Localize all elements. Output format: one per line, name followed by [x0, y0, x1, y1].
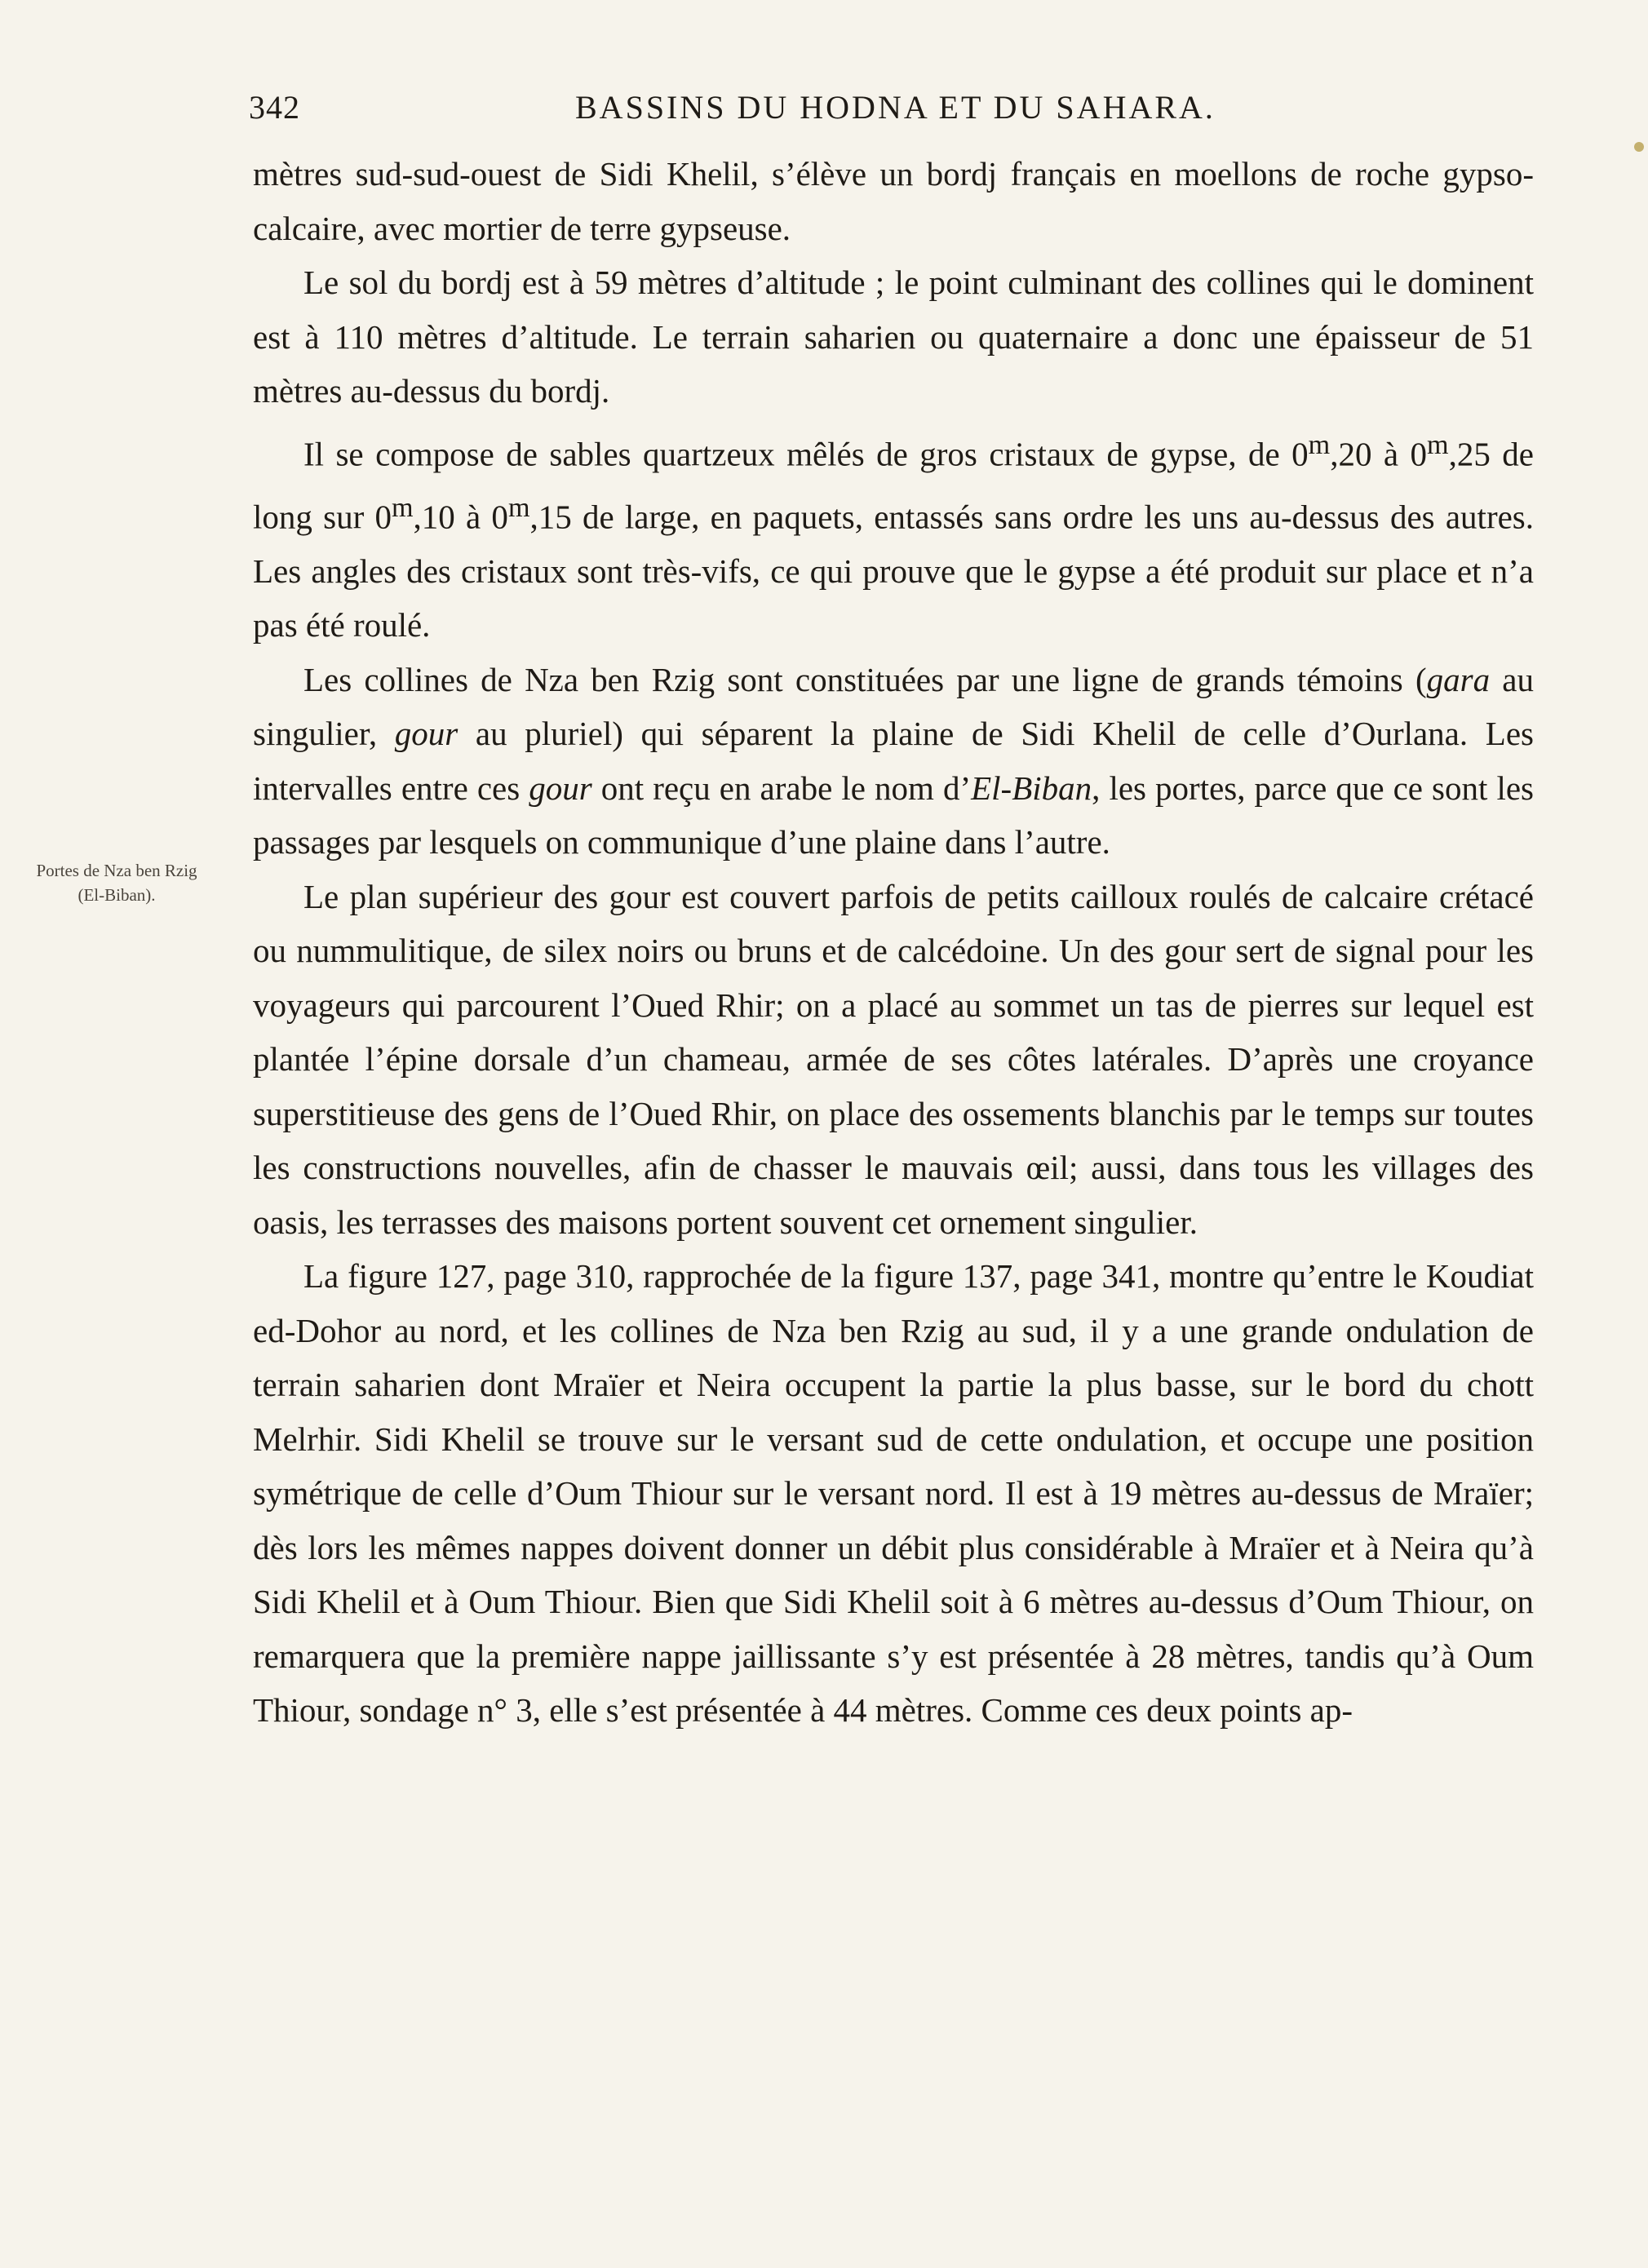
text-run: au pluriel) qui séparent la plaine de Sidi Khelil de celle d’Ourlana. Les intervalles entre ces	[253, 715, 1534, 807]
margin-note-line: Portes de Nza ben Rzig	[36, 861, 197, 880]
text-run: , les portes, parce que ce sont les passages par lesquels on communique d’une plaine dans l’autre.	[253, 769, 1534, 862]
text-run: ,10 à 0	[413, 498, 508, 536]
margin-note-line: (El-Biban).	[78, 885, 156, 905]
text-run: ,15 de large, en paquets, entassés sans ordre les uns au-dessus des autres. Les angles des cristaux sont très-vifs, ce qui prouve que le gypse a été produit sur place et n’a pas été roulé.	[253, 498, 1534, 645]
text-run: ,20 à 0	[1330, 435, 1428, 473]
text-run: m	[391, 492, 414, 523]
text-run: El-Biban	[971, 769, 1092, 807]
margin-note	[10, 858, 224, 907]
paragraph	[253, 419, 1534, 653]
text-run: gara	[1426, 660, 1491, 698]
text-run: Il se compose de sables quartzeux mêlés de gros cristaux de gypse, de 0	[303, 435, 1309, 473]
paper-spot	[1634, 142, 1644, 152]
text-run: Les collines de Nza ben Rzig sont constituées par une ligne de grands témoins (	[303, 660, 1427, 698]
body-text	[253, 147, 1534, 1738]
text-run: au singulier,	[253, 660, 1534, 753]
page-header	[249, 88, 1517, 129]
paragraph	[253, 870, 1534, 1250]
text-run: m	[1427, 429, 1449, 460]
text-run: mètres sud-sud-ouest de Sidi Khelil, s’élève un bordj français en moellons de roche gypso-calcaire, avec mortier de terre gypseuse.	[253, 155, 1534, 247]
page-number: 342	[249, 89, 300, 126]
text-run: Le plan supérieur des gour est couvert parfois de petits cailloux roulés de calcaire crétacé ou nummulitique, de silex noirs ou bruns et de calcédoine. Un des gour sert de signal pour les voyageurs qui parcourent l’Oued Rhir; on a placé au sommet un tas de pierres sur lequel est plantée l’épine dorsale d’un chameau, armée de ses côtes latérales. D’après une croyance superstitieuse des gens de l’Oued Rhir, on place des ossements blanchis par le temps sur toutes les constructions nouvelles, afin de chasser le mauvais œil; aussi, dans tous les villages des oasis, les terrasses des maisons portent souvent cet ornement singulier.	[253, 877, 1534, 1241]
text-run: m	[1308, 429, 1331, 460]
paragraph	[253, 653, 1534, 870]
paragraph	[253, 255, 1534, 419]
text-run: gour	[529, 769, 592, 807]
text-run: Le sol du bordj est à 59 mètres d’altitude ; le point culminant des collines qui le dominent est à 110 mètres d’altitude. Le terrain saharien ou quaternaire a donc une épaisseur de 51 mètres au-dessus du bordj.	[253, 264, 1534, 410]
text-run: m	[507, 492, 530, 523]
running-title: BASSINS DU HODNA ET DU SAHARA.	[575, 89, 1216, 126]
text-run: ont reçu en arabe le nom d’	[591, 769, 972, 807]
paragraph	[253, 147, 1534, 255]
paragraph	[253, 1249, 1534, 1738]
text-run: ,25 de long sur 0	[253, 435, 1535, 536]
text-run: gour	[394, 715, 459, 753]
text-run: La figure 127, page 310, rapprochée de la figure 137, page 341, montre qu’entre le Koudiat ed-Dohor au nord, et les collines de Nza ben Rzig au sud, il y a une grande ondulation de terrain saharien dont Mraïer et Neira occupent la partie la plus basse, sur le bord du chott Melrhir. Sidi Khelil se trouve sur le versant sud de cette ondulation, et occupe une position symétrique de celle d’Oum Thiour sur le versant nord. Il est à 19 mètres au-dessus de Mraïer; dès lors les mêmes nappes doivent donner un débit plus considérable à Mraïer et à Neira qu’à Sidi Khelil et à Oum Thiour. Bien que Sidi Khelil soit à 6 mètres au-dessus d’Oum Thiour, on remarquera que la première nappe jaillissante s’y est présentée à 28 mètres, tandis qu’à Oum Thiour, sondage n° 3, elle s’est présentée à 44 mètres. Comme ces deux points ap-	[253, 1257, 1534, 1730]
